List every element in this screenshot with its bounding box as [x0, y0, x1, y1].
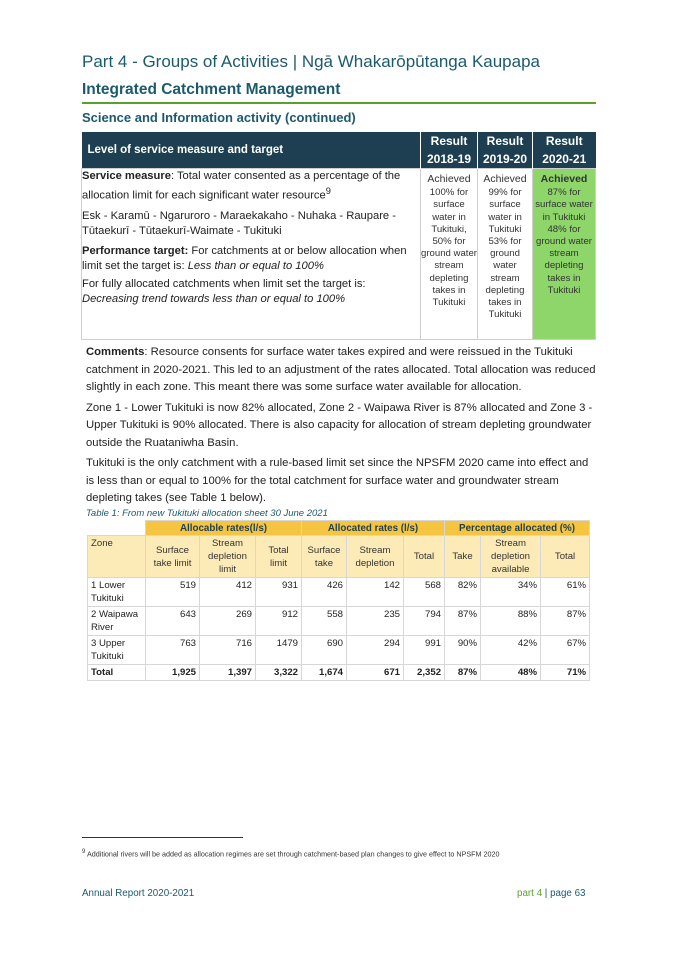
rivers-list: Esk - Karamū - Ngaruroro - Maraekakaho - Nuhaka - Raupare - Tūtaekurī - Tūtaekurī-Waimate - Tukituki [82, 209, 396, 237]
subheader-take: Take [445, 536, 481, 578]
cell: 568 [404, 578, 445, 607]
comments-paragraph-2: Zone 1 - Lower Tukituki is now 82% allocated, Zone 2 - Waipawa River is 87% allocated and Zone 3 - Upper Tukituki is 90% allocated. There is also capacity for allocation of stream depleting groundwater outside the Ruataniwha Basin. [86, 401, 593, 449]
cell: 643 [146, 607, 200, 636]
cell: 412 [200, 578, 256, 607]
cell: 71% [541, 665, 590, 681]
cell: 88% [481, 607, 541, 636]
cell: 671 [347, 665, 404, 681]
cell: 2,352 [404, 665, 445, 681]
cell: 519 [146, 578, 200, 607]
cell: 34% [481, 578, 541, 607]
subheader-total-percent: Total [541, 536, 590, 578]
result-header-2020-21: Result 2020-21 [533, 132, 596, 169]
cell: 82% [445, 578, 481, 607]
cell: 87% [445, 607, 481, 636]
result-2019-20: Achieved 99% for surface water in Tukituki 53% for ground water stream depleting takes in Tukituki [478, 169, 533, 340]
result-header-2019-20: Result 2019-20 [478, 132, 533, 169]
cell: 991 [404, 636, 445, 665]
cell: 48% [481, 665, 541, 681]
table-row [88, 607, 590, 636]
cell: 794 [404, 607, 445, 636]
section-divider [82, 102, 596, 104]
cell: 558 [302, 607, 347, 636]
subheader-total: Total [404, 536, 445, 578]
performance-target: Performance target: For catchments at or below allocation when limit set the target is: Less than or equal to 100% [82, 244, 407, 272]
cell: 1,397 [200, 665, 256, 681]
cell: 1,925 [146, 665, 200, 681]
comments-section [86, 344, 598, 511]
cell: 690 [302, 636, 347, 665]
section-title: Integrated Catchment Management [82, 81, 341, 98]
comments-paragraph-1: Comments: Resource consents for surface water takes expired and were reissued in the Tukituki catchment in 2020-2021. This led to an adjustment of the rates allocated. Total allocation was reduced slightly in each zone. This meant there was some surface water available for allocation. [86, 346, 596, 393]
cell: 716 [200, 636, 256, 665]
footer-page-info: part 4 | page 63 [517, 888, 586, 899]
service-measure-cell [82, 169, 421, 340]
subheader-stream-depletion-limit: Stream depletion limit [200, 536, 256, 578]
allocation-table [87, 520, 590, 681]
subheader-stream-depletion: Stream depletion [347, 536, 404, 578]
footnote-divider [82, 837, 243, 838]
cell: 90% [445, 636, 481, 665]
subheader-zone: Zone [88, 536, 146, 578]
comments-paragraph-3: Tukituki is the only catchment with a rule-based limit set since the NPSFM 2020 came into effect and is less than or equal to 100% for the total catchment for surface water and groundwater stream depleting takes (see Table 1 below). [86, 457, 589, 504]
table-row [88, 578, 590, 607]
footer-report-title: Annual Report 2020-2021 [82, 888, 195, 899]
cell: 426 [302, 578, 347, 607]
cell: 87% [541, 607, 590, 636]
percentage-allocated-header: Percentage allocated (%) [445, 521, 590, 536]
fully-allocated-target: For fully allocated catchments when limit set the target is: Decreasing trend towards less than or equal to 100% [82, 277, 366, 305]
cell: 269 [200, 607, 256, 636]
result-2020-21: Achieved 87% for surface water in Tukituki 48% for ground water stream depleting takes in Tukituki [533, 169, 596, 340]
service-measure-table [81, 132, 596, 340]
cell: 3,322 [256, 665, 302, 681]
activity-title: Science and Information activity (continued) [82, 110, 356, 125]
measure-column-header: Level of service measure and target [82, 132, 421, 169]
cell: 763 [146, 636, 200, 665]
allocated-rates-header: Allocated rates (l/s) [302, 521, 445, 536]
cell: 61% [541, 578, 590, 607]
footnote-ref[interactable]: 9 [325, 186, 331, 196]
subheader-stream-depletion-available: Stream depletion available [481, 536, 541, 578]
cell-zone: 1 Lower Tukituki [88, 578, 146, 607]
table-row [88, 636, 590, 665]
cell: 67% [541, 636, 590, 665]
cell: 235 [347, 607, 404, 636]
cell-zone: Total [88, 665, 146, 681]
cell: 42% [481, 636, 541, 665]
table-caption: Table 1: From new Tukituki allocation sheet 30 June 2021 [86, 508, 328, 519]
subheader-surface-take: Surface take [302, 536, 347, 578]
part-title: Part 4 - Groups of Activities | Ngā Whakarōpūtanga Kaupapa [82, 52, 541, 71]
allocable-rates-header: Allocable rates(l/s) [146, 521, 302, 536]
cell: 1,674 [302, 665, 347, 681]
cell: 87% [445, 665, 481, 681]
cell-zone: 3 Upper Tukituki [88, 636, 146, 665]
table-total-row [88, 665, 590, 681]
cell: 912 [256, 607, 302, 636]
cell: 1479 [256, 636, 302, 665]
cell: 294 [347, 636, 404, 665]
subheader-surface-take-limit: Surface take limit [146, 536, 200, 578]
subheader-total-limit: Total limit [256, 536, 302, 578]
cell: 142 [347, 578, 404, 607]
footnote: $^9$ Additional rivers will be added as allocation regimes are set through catchment-based plan changes to give effect to NPSFM 2020 [82, 849, 500, 859]
zone-group-spacer [88, 521, 146, 536]
service-measure-text: Service measure: Total water consented as a percentage of the allocation limit for each significant water resource$^9$ [82, 170, 401, 202]
cell-zone: 2 Waipawa River [88, 607, 146, 636]
result-2018-19: Achieved 100% for surface water in Tukituki, 50% for ground water stream depleting takes in Tukituki [421, 169, 478, 340]
result-header-2018-19: Result 2018-19 [421, 132, 478, 169]
cell: 931 [256, 578, 302, 607]
